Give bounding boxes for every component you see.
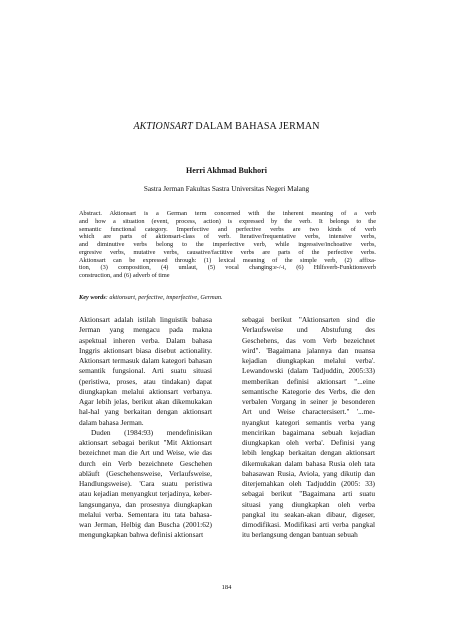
abstract-line: and how a situation (event, process, action) is expressed by the verb. It belongs to the bbox=[79, 217, 376, 225]
body-text-line: Verlaufsweise und Abstufung des bbox=[242, 325, 375, 335]
body-text-line: diungkapkan melalui aktionsart verbanya. bbox=[79, 386, 212, 396]
body-text-line: Lewandowski (dalam Tadjuddin, 2005:33) bbox=[242, 366, 375, 376]
body-text-line: bezeichnet man die Art und Weise, wie das bbox=[79, 448, 212, 458]
body-text-line: nyangkut kategori semantis verba yang bbox=[242, 417, 375, 427]
body-text-line: dikemukakan dalam bahasa Rusia oleh tata bbox=[242, 458, 375, 468]
author-affiliation: Sastra Jerman Fakultas Sastra Universitas Negeri Malang bbox=[143, 185, 310, 193]
body-text-line: itu berlangsung dengan bantuan sebuah bbox=[242, 530, 358, 540]
body-text-line: wird". 'Bagaimana jalannya dan nuansa bbox=[242, 345, 375, 355]
body-text-line: pangkal itu seakan-akan dibaur, digeser, bbox=[242, 509, 375, 519]
body-text-line: atau kejadian menyangkut terjadinya, keber- bbox=[79, 489, 212, 499]
title-rest: DALAM BAHASA JERMAN bbox=[192, 121, 320, 132]
body-text-line: aktionsart sebagai berikut "Mit Aktionsart bbox=[79, 438, 212, 447]
body-text-line: mencirikan bagaimana sebuah kejadian bbox=[242, 427, 375, 437]
abstract-line: ergresive verbs, mutative verbs, causative/factitive verbs are parts of the perfective verbs. bbox=[79, 248, 376, 256]
body-text-line: (peristiwa, proses, atau tindakan) dapat bbox=[79, 376, 212, 386]
abstract-line: Abstract. Aktionsart is a German term concerned with the inherent meaning of a verb bbox=[79, 210, 376, 217]
abstract bbox=[79, 210, 376, 280]
body-text-line: dimodifikasi. Modifikasi arti verba pangkal bbox=[242, 520, 375, 529]
keywords bbox=[79, 294, 376, 302]
body-text-line: semantische Kategorie des Verbs, die den bbox=[242, 386, 375, 396]
body-text-line: Art und Weise charactersisert." '...me- bbox=[242, 407, 375, 417]
abstract-line: semantic functional category. Imperfective and perfective verbs are two kinds of verb bbox=[79, 225, 376, 233]
body-text-line: Geschehens, das vom Verb bezeichnet bbox=[242, 335, 375, 345]
body-text-line: situasi yang diungkapkan oleh verba bbox=[242, 499, 375, 509]
author-name: Herri Akhmad Bukhori bbox=[186, 166, 267, 175]
abstract-line: Aktionsart can be expressed through: (1) lexical meaning of the simple verb, (2) affixa- bbox=[79, 256, 376, 264]
body-text-line: sebagai berikut "Bagaimana arti suatu bbox=[242, 489, 375, 499]
body-text-line: Agar lebih jelas, berikut akan dikemukakan bbox=[79, 397, 212, 406]
body-text-line: verbalen Vorgang in seiner je besonderen bbox=[242, 397, 375, 406]
abstract-line: which are parts of aktionsart-class of verb. Iterative/frequentative verbs, intensive verbs, bbox=[79, 233, 376, 241]
page-number: 184 bbox=[221, 584, 232, 591]
paper-title bbox=[0, 121, 453, 132]
keywords-label: Key words bbox=[79, 294, 106, 301]
body-text-line: Aktionsart adalah istilah linguistik bahasa bbox=[79, 315, 212, 324]
body-text-line: kejadian diungkapkan melalui verba'. bbox=[242, 356, 375, 365]
keywords-text: : aktionsart, perfective, imperfective, German. bbox=[105, 294, 223, 301]
body-text-line: abläuft (Geschehensweise, Verlaufsweise, bbox=[79, 468, 212, 478]
body-text-line: sebagai berikut "Aktionsarten sind die bbox=[242, 315, 375, 324]
body-text-line: wan Jerman, Helbig dan Buscha (2001:62) bbox=[79, 520, 212, 529]
body-text-line: durch ein Verb bezeichnete Geschehen bbox=[79, 458, 212, 468]
body-text-line: hal-hal yang berkaitan dengan aktionsart bbox=[79, 407, 212, 417]
body-text-line: Jerman yang mengacu pada makna bbox=[79, 325, 212, 335]
body-text-line: dalam bahasa Jerman. bbox=[79, 417, 144, 427]
body-text-line: mengungkapkan bahwa definisi aktionsart bbox=[79, 530, 204, 540]
abstract-line: and diminutive verbs belong to the imperfective verb, while ingressive/inchoative verbs, bbox=[79, 241, 376, 248]
abstract-line: tion, (3) composition, (4) umlaut, (5) vocal changing:e-/-i, (6) Hilfsverb-Funktionsverb bbox=[79, 264, 376, 272]
left-column bbox=[79, 315, 212, 541]
body-text-line: bahasawan Rusia, Aviola, yang dikutip dan bbox=[242, 468, 375, 478]
abstract-line: construction, and (6) adverb of time bbox=[79, 272, 170, 279]
body-text-line: aspektual inheren verba. Dalam bahasa bbox=[79, 335, 212, 345]
body-text-line: memberikan definisi aktionsart "...eine bbox=[242, 376, 375, 386]
body-text-line: Aktionsart termasuk dalam kategori bahasan bbox=[79, 356, 212, 365]
body-text-line: Duden (1984:93) mendefinisikan bbox=[91, 427, 212, 437]
body-text-line: langsunganya, dan prosesnya diungkapkan bbox=[79, 499, 212, 509]
body-text-line: lebih lengkap berkaitan dengan aktionsart bbox=[242, 448, 375, 458]
body-text-line: Handlungsweise). 'Cara suatu peristiwa bbox=[79, 479, 212, 488]
title-italic: AKTIONSART bbox=[133, 121, 193, 132]
body-text-line: Inggris aktionsart biasa disebut actionality. bbox=[79, 345, 212, 355]
body-text-line: melalui verba. Sementara itu tata bahasa- bbox=[79, 509, 212, 519]
body-text-line: diungkapkan oleh verba'. Definisi yang bbox=[242, 438, 375, 447]
right-column bbox=[242, 315, 375, 541]
body-text-line: semantik fungsional. Arti suatu situasi bbox=[79, 366, 212, 376]
body-text-line: diterjemahkan oleh Tadjuddin (2005: 33) bbox=[242, 479, 375, 488]
